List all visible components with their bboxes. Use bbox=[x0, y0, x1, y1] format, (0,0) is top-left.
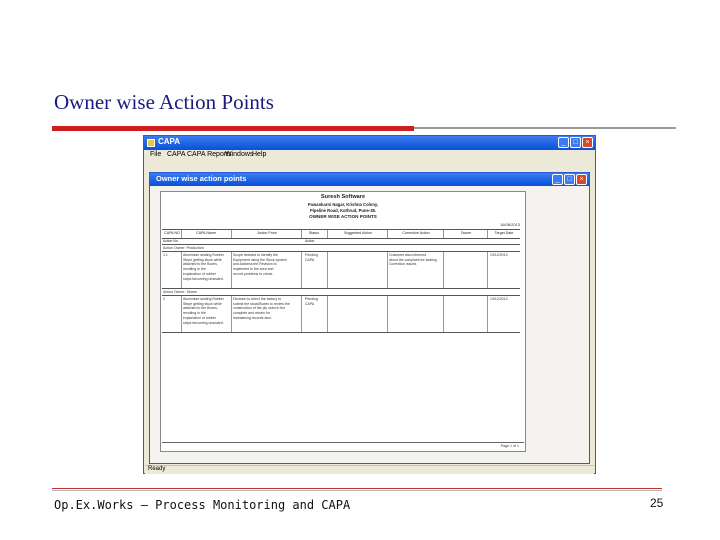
subheader-action: Action bbox=[305, 239, 315, 243]
report-footer-line bbox=[162, 442, 524, 443]
row-no: 2 bbox=[163, 297, 165, 301]
child-title: Owner wise action points bbox=[156, 174, 247, 183]
menu-help[interactable]: Help bbox=[252, 151, 267, 158]
subheader-action-no: Action No bbox=[163, 239, 178, 243]
close-icon[interactable]: × bbox=[576, 174, 587, 185]
minimize-icon[interactable]: _ bbox=[558, 137, 569, 148]
report-address-line2: Pipeline Road, Kothrud, Pune-38. bbox=[309, 208, 377, 213]
title-rule-grey bbox=[414, 127, 676, 129]
table-row bbox=[162, 251, 520, 289]
col-owner: Owner bbox=[460, 231, 472, 235]
child-titlebar[interactable] bbox=[150, 173, 589, 186]
col-target-date: Target Date bbox=[494, 231, 514, 235]
menu-bar bbox=[144, 150, 595, 161]
col-action-point: Action Point bbox=[257, 231, 277, 235]
action-points-table bbox=[162, 229, 520, 333]
report-title: OWNER WISE ACTION POINTS bbox=[309, 214, 377, 219]
report-date: 16/08/2013 bbox=[499, 222, 520, 227]
col-corrective-action: Corrective Action bbox=[402, 231, 430, 235]
table-row bbox=[162, 295, 520, 333]
group-label-stores: Action Owner: Stores bbox=[163, 290, 197, 294]
row-target-date: 13/12/2013 bbox=[490, 297, 508, 301]
row-status: Pending CAPA bbox=[305, 297, 318, 306]
row-status: Pending CAPA bbox=[305, 253, 318, 262]
group-label-production: Action Owner: Production bbox=[163, 246, 204, 250]
row-corrective-action: Customer also informed about the complaint for sealing Correction issued. bbox=[389, 253, 437, 267]
col-suggested-action: Suggested Action bbox=[344, 231, 372, 235]
maximize-icon[interactable]: □ bbox=[570, 137, 581, 148]
row-no: 1.1 bbox=[163, 253, 168, 257]
menu-capa[interactable]: CAPA bbox=[167, 151, 186, 158]
report-address-line1: Pawankarni Nagar, Krishna Colony, bbox=[307, 202, 379, 207]
row-target-date: 13/12/2013 bbox=[490, 253, 508, 257]
status-bar bbox=[145, 465, 594, 474]
report-company: Suresh Software bbox=[320, 194, 366, 200]
row-action-point: Decision to direct the factory to submit the stock/Boxes to review the construction of the ply used in the complete and retrain for maintaining records also. bbox=[233, 297, 290, 320]
app-title: CAPA bbox=[158, 137, 181, 146]
report-viewer[interactable] bbox=[150, 186, 589, 463]
report-child-window bbox=[149, 172, 590, 464]
row-capa-name: Aluminium sealing Rubber Stripe getting stuck while attached to the Boxes, resulting in the explanation of rubber strips becoming unsealed. bbox=[183, 253, 224, 281]
capa-app-window bbox=[143, 135, 596, 474]
maximize-icon[interactable]: □ bbox=[564, 174, 575, 185]
status-text: Ready bbox=[148, 466, 166, 472]
col-status: Status bbox=[308, 231, 320, 235]
menu-capa-reports[interactable]: CAPA Reports bbox=[187, 151, 232, 158]
close-icon[interactable]: × bbox=[582, 137, 593, 148]
menu-file[interactable]: File bbox=[150, 151, 162, 158]
menu-windows[interactable]: Windows bbox=[225, 151, 254, 158]
slide-footer: Op.Ex.Works – Process Monitoring and CAPA bbox=[54, 498, 351, 512]
footer-rule-red bbox=[52, 488, 662, 489]
row-capa-name: Aluminium sealing Rubber Stripe getting stuck while attached to the Boxes, resulting in the explanation of rubber strips becoming unsealed. bbox=[183, 297, 224, 325]
page-number: 25 bbox=[650, 496, 664, 510]
report-page-label: Page 1 of 1 bbox=[500, 444, 519, 448]
footer-rule-grey bbox=[52, 490, 662, 491]
slide-title: Owner wise Action Points bbox=[54, 90, 274, 114]
col-capa-name: CAPA Name bbox=[196, 231, 216, 235]
minimize-icon[interactable]: _ bbox=[552, 174, 563, 185]
app-icon bbox=[147, 139, 155, 147]
app-titlebar[interactable] bbox=[144, 136, 595, 150]
title-rule-red bbox=[52, 126, 414, 131]
col-capa-no: CAPA NO bbox=[164, 231, 180, 235]
row-action-point: Scope decided to identify the Equipment using the Stuck system and Address the Revision to implement in the area and record problems to check. bbox=[233, 253, 287, 276]
report-page bbox=[160, 191, 526, 452]
table-header-row bbox=[162, 229, 520, 239]
